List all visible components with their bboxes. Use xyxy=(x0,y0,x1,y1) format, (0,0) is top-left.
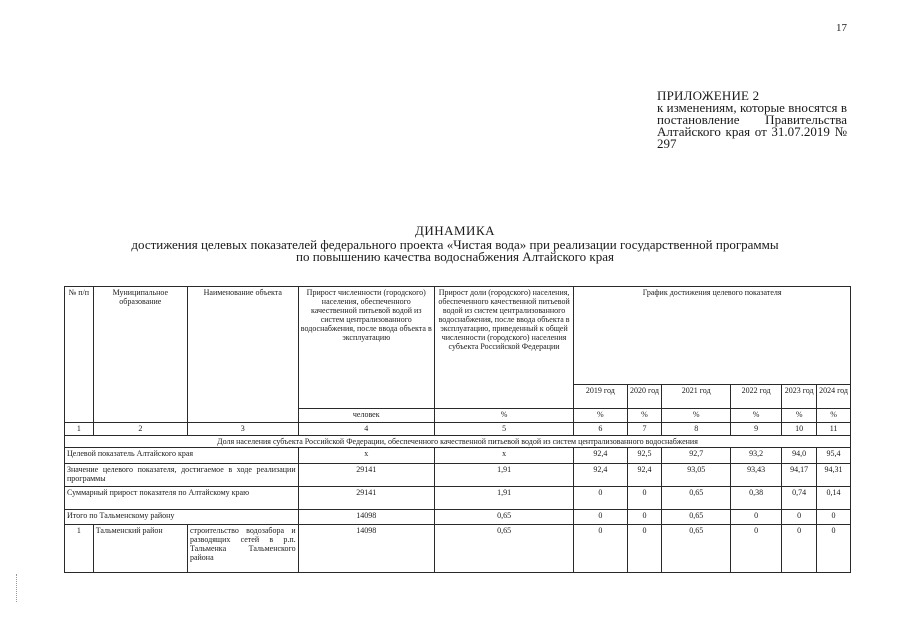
column-number: 11 xyxy=(817,423,851,436)
section-title: Доля населения субъекта Российской Федерации, обеспеченного качественной питьевой водой из систем централизованного водоснабжения xyxy=(65,436,851,448)
header-object: Наименование объекта xyxy=(187,287,298,423)
header-municipality: Муниципальное образование xyxy=(93,287,187,423)
unit-percent: % xyxy=(662,409,731,423)
row-label: Значение целевого показателя, достигаемое в ходе реализации программы xyxy=(65,464,299,487)
column-number: 10 xyxy=(782,423,817,436)
cell-value: 92,7 xyxy=(662,448,731,464)
unit-people: человек xyxy=(298,409,434,423)
cell-growth: 29141 xyxy=(298,487,434,510)
table-row xyxy=(65,448,851,464)
cell-value: 92,4 xyxy=(627,464,662,487)
cell-value: 0 xyxy=(817,510,851,525)
cell-value: 95,4 xyxy=(817,448,851,464)
header-schedule: График достижения целевого показателя xyxy=(574,287,851,385)
cell-value: 93,2 xyxy=(731,448,782,464)
table-row xyxy=(65,487,851,510)
cell-share: 0,65 xyxy=(434,525,573,573)
column-number: 6 xyxy=(574,423,627,436)
cell-value: 94,17 xyxy=(782,464,817,487)
header-num: № п/п xyxy=(65,287,94,423)
header-year: 2019 год xyxy=(574,385,627,409)
table-row xyxy=(65,464,851,487)
header-share: Прирост доли (городского) населения, обеспеченного качественной питьевой водой из систем централизованного водоснабжения, после ввода объекта в эксплуатацию, приведенный к общей численности (городского) населения субъекта Российской Федерации xyxy=(434,287,573,409)
cell-value: 0,65 xyxy=(662,525,731,573)
cell-growth: 14098 xyxy=(298,510,434,525)
cell-object: строительство водозабора и разводящих сетей в р.п. Тальменка Тальменского района xyxy=(187,525,298,573)
appendix-block xyxy=(657,90,847,150)
column-number: 2 xyxy=(93,423,187,436)
cell-value: 0,74 xyxy=(782,487,817,510)
unit-percent: % xyxy=(817,409,851,423)
cell-value: 0 xyxy=(817,525,851,573)
cell-value: 92,5 xyxy=(627,448,662,464)
cell-value: 93,05 xyxy=(662,464,731,487)
cell-value: 0 xyxy=(574,525,627,573)
cell-value: 0 xyxy=(782,510,817,525)
header-year: 2020 год xyxy=(627,385,662,409)
cell-share: 0,65 xyxy=(434,510,573,525)
cell-value: 0,14 xyxy=(817,487,851,510)
page-number: 17 xyxy=(836,22,847,34)
cell-share: 1,91 xyxy=(434,464,573,487)
appendix-text: к изменениям, которые вносятся в постановление Правительства Алтайского края от 31.07.2019 № 297 xyxy=(657,100,847,151)
cell-value: 0 xyxy=(574,510,627,525)
cell-value: 0 xyxy=(627,525,662,573)
section-title-row xyxy=(65,436,851,448)
unit-percent: % xyxy=(434,409,573,423)
scan-artifact xyxy=(16,574,27,602)
cell-value: 92,4 xyxy=(574,448,627,464)
document-title: ДИНАМИКА xyxy=(414,223,496,238)
table-row xyxy=(65,525,851,573)
column-number: 3 xyxy=(187,423,298,436)
unit-percent: % xyxy=(782,409,817,423)
cell-value: 94,31 xyxy=(817,464,851,487)
cell-growth: x xyxy=(298,448,434,464)
cell-share: 1,91 xyxy=(434,487,573,510)
header-growth: Прирост численности (городского) населения, обеспеченного качественной питьевой водой из систем централизованного водоснабжения, после ввода объекта в эксплуатацию xyxy=(298,287,434,409)
cell-value: 0 xyxy=(627,510,662,525)
cell-value: 0,65 xyxy=(662,487,731,510)
header-year: 2022 год xyxy=(731,385,782,409)
cell-growth: 14098 xyxy=(298,525,434,573)
appendix-title: ПРИЛОЖЕНИЕ 2 xyxy=(657,88,760,103)
cell-value: 94,0 xyxy=(782,448,817,464)
unit-percent: % xyxy=(627,409,662,423)
table-row xyxy=(65,510,851,525)
header-year: 2023 год xyxy=(782,385,817,409)
indicator-table xyxy=(64,286,851,573)
header-year: 2024 год xyxy=(817,385,851,409)
cell-value: 0,65 xyxy=(662,510,731,525)
cell-num: 1 xyxy=(65,525,94,573)
cell-value: 0 xyxy=(731,510,782,525)
document-subtitle-line-1: достижения целевых показателей федерального проекта «Чистая вода» при реализации государственной программы xyxy=(131,237,779,252)
row-label: Суммарный прирост показателя по Алтайскому краю xyxy=(65,487,299,510)
column-number: 4 xyxy=(298,423,434,436)
column-number: 1 xyxy=(65,423,94,436)
row-label: Целевой показатель Алтайского края xyxy=(65,448,299,464)
header-row xyxy=(65,287,851,385)
cell-value: 0 xyxy=(574,487,627,510)
cell-value: 92,4 xyxy=(574,464,627,487)
unit-percent: % xyxy=(731,409,782,423)
column-number: 5 xyxy=(434,423,573,436)
cell-value: 0,38 xyxy=(731,487,782,510)
row-label: Итого по Тальменскому району xyxy=(65,510,299,525)
cell-municipality: Тальменский район xyxy=(93,525,187,573)
cell-value: 0 xyxy=(627,487,662,510)
cell-growth: 29141 xyxy=(298,464,434,487)
document-subtitle-line-2: по повышению качества водоснабжения Алтайского края xyxy=(296,249,614,264)
header-year: 2021 год xyxy=(662,385,731,409)
column-number: 9 xyxy=(731,423,782,436)
unit-percent: % xyxy=(574,409,627,423)
cell-share: x xyxy=(434,448,573,464)
cell-value: 0 xyxy=(731,525,782,573)
column-numbers-row xyxy=(65,423,851,436)
column-number: 7 xyxy=(627,423,662,436)
cell-value: 93,43 xyxy=(731,464,782,487)
column-number: 8 xyxy=(662,423,731,436)
cell-value: 0 xyxy=(782,525,817,573)
